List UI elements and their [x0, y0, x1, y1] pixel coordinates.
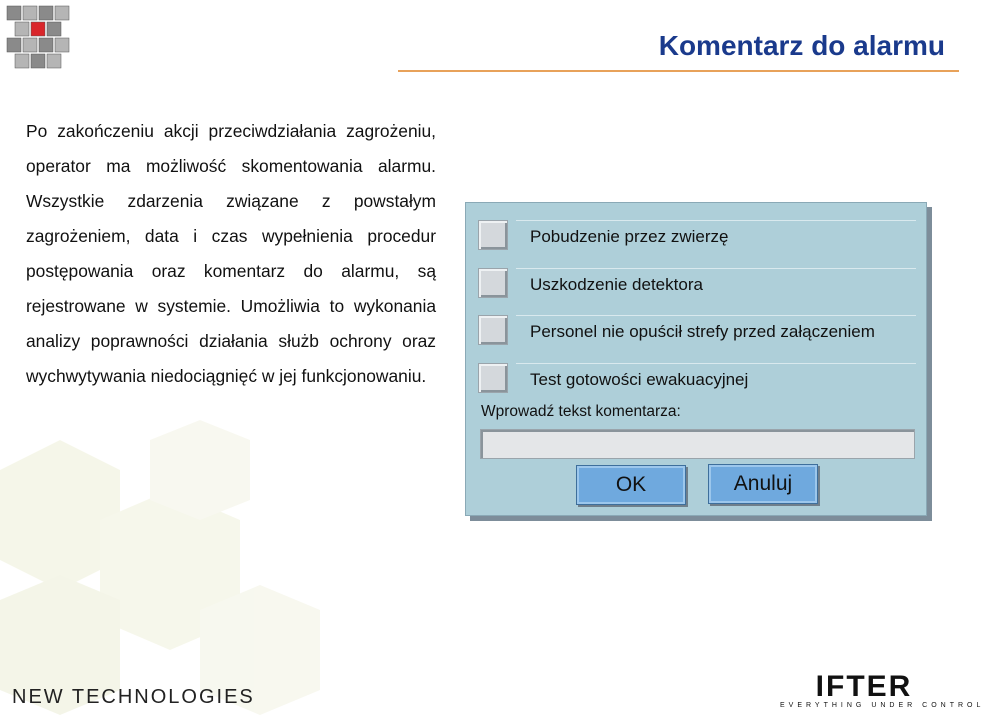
comment-option-checkbox[interactable]	[478, 220, 508, 250]
brand-slogan: EVERYTHING UNDER CONTROL	[780, 702, 984, 709]
comment-option-3[interactable]	[478, 315, 918, 347]
comment-option-label: Uszkodzenie detektora	[516, 268, 916, 300]
comment-prompt-label: Wprowadź tekst komentarza:	[481, 403, 681, 420]
footer-new-technologies: NEW TECHNOLOGIES	[12, 686, 255, 708]
comment-option-4[interactable]	[478, 363, 918, 395]
ifter-logo	[780, 670, 984, 712]
comment-option-label: Personel nie opuścił strefy przed załączeniem	[516, 315, 916, 347]
ok-button[interactable]: OK	[576, 465, 686, 505]
comment-text-input[interactable]	[480, 429, 915, 459]
comment-option-checkbox[interactable]	[478, 363, 508, 393]
cancel-button[interactable]: Anuluj	[708, 464, 818, 504]
page-title: Komentarz do alarmu	[658, 30, 945, 61]
company-logo-cubes	[5, 4, 75, 74]
alarm-comment-dialog	[465, 202, 927, 516]
comment-option-1[interactable]	[478, 220, 918, 252]
comment-option-label: Pobudzenie przez zwierzę	[516, 220, 916, 252]
comment-option-checkbox[interactable]	[478, 268, 508, 298]
comment-option-2[interactable]	[478, 268, 918, 300]
comment-option-label: Test gotowości ewakuacyjnej	[516, 363, 916, 395]
description-text: Po zakończeniu akcji przeciwdziałania zagrożeniu, operator ma możliwość skomentowania alarmu. Wszystkie zdarzenia związane z powstałym zagrożeniem, data i czas wypełnienia procedur postępowania oraz komentarz do alarmu, są rejestrowane w systemie. Umożliwia to wykonania analizy poprawności działania służb ochrony oraz wychwytywania niedociągnięć w jej funkcjonowaniu.	[26, 121, 436, 386]
comment-option-checkbox[interactable]	[478, 315, 508, 345]
title-underline-divider	[398, 70, 959, 72]
brand-name: IFTER	[815, 670, 913, 703]
